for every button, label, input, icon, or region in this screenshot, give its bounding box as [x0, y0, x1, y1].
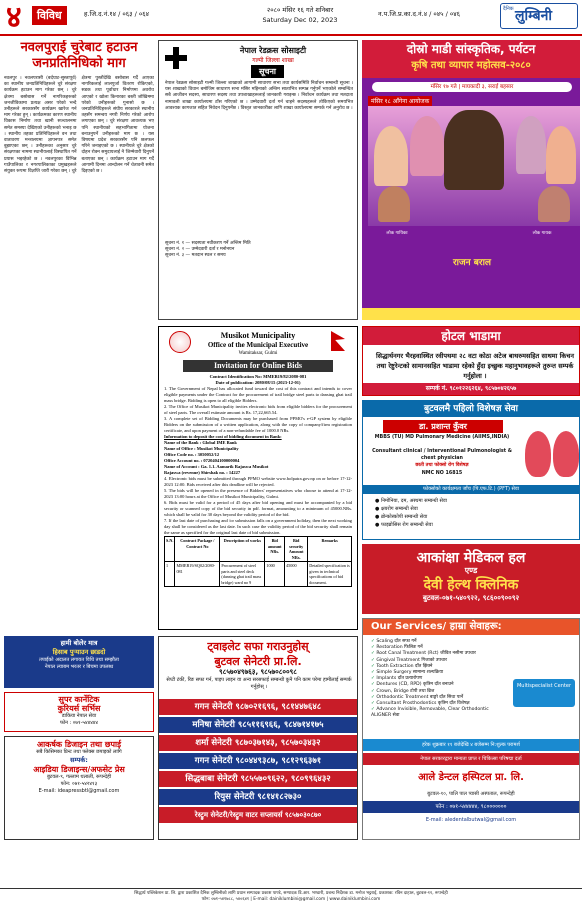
- sanitary-row: शर्मा सेनेटरी ९८७०३७१४३, ९८५७०३४३२: [159, 735, 357, 751]
- tender-office: Office of the Municipal Executive: [207, 341, 309, 349]
- table-header: S.N.: [165, 537, 175, 562]
- list-item: ✓ Crown, Bridge टोपी तथा ब्रिज: [371, 689, 501, 695]
- ad1-line4: नेपाल ल्याबम भरतर र बिचमा उपलब्ध: [44, 664, 114, 670]
- table-header: Bid security Amount NRs.: [285, 537, 308, 562]
- festival-dates: मंसिर १७ गते | माघकादी ३, सराई बहसार: [372, 82, 572, 92]
- hotel-title: होटल भाडामा: [363, 327, 579, 345]
- redcross-item-b: सूचना नं. २ — उम्मेदवारी दर्ता र मनोनयन: [165, 247, 235, 253]
- section-label: विविध: [32, 6, 67, 25]
- sanitary-title: ट्वाइलेट सफा गराउनुहोस्: [207, 640, 309, 653]
- sanitary-row: सिद्धबाबा सेनेटरी ९८५५७०९६२२, ९८०९९६४३२: [159, 771, 357, 787]
- dental-service-list: [371, 639, 501, 720]
- footer-line2: फोन: ०७१-५४१७८८, ५४०६४१ | E-mail: dainiklumbini@gmail.com | www.dainiklumbini.com: [201, 897, 381, 902]
- list-item: ✓ Restoration फिलिङ गर्ने: [371, 645, 501, 651]
- festival-organizer-label: मंसिर १८ आँगेना आयोजक: [368, 96, 432, 106]
- artist-photo: [538, 186, 570, 222]
- artist-name-2: लोक गायक: [532, 231, 552, 236]
- footer-line1: सिद्धार्थ पब्लिकेशन प्रा. लि. द्वारा प्रकाशित दैनिक लुम्बिनीको लागि प्रधान सम्पादक प्रकाश पाण्डे, सम्पादक डि.आर. भण्डारी, प्रबन्ध निर्देशक डा. मनोज भट्टराई, प्रकाशक: रविन दाहाल, बुटवल-११, रूपन्देही: [134, 891, 448, 896]
- left-article: [4, 40, 154, 530]
- ad3-line5: बुटवल-९, गल्लाम थलाली, रूपन्देही: [46, 774, 112, 780]
- dental-email: E-mail: aledentalbutwal@gmail.com: [363, 815, 579, 825]
- registration-right: न.प.जि.प्र.का.द.नं.४ / ०४५ / ०४६: [378, 10, 461, 18]
- table-cell: 45000: [285, 562, 308, 587]
- clinic-line1: आकांक्षा मेडिकल हल: [416, 550, 526, 566]
- redcross-branch: गल्मी जिल्ला शाखा: [252, 57, 294, 64]
- sanitary-row: गगन सेनेटरी ९८०४४९३८७, ९८१२९६३७१: [159, 753, 357, 769]
- table-header: Bid amount NRs.: [265, 537, 285, 562]
- table-cell: 1: [165, 562, 175, 587]
- tender-para-1: 1. The Government of Nepal has allocated fund toward the cost of this contract and intends to cover eligible payments under the Contract for the procurement of trail bridge steel parts to dansing ghat trail mass bridge. Bidding is open to all eligible Bidders.: [164, 386, 352, 403]
- tender-place: Wamitaksar, Gulmi: [238, 351, 278, 356]
- table-header: Remarks: [308, 537, 352, 562]
- table-cell: Detailed specification is given in technical specifications of bid document.: [309, 563, 350, 585]
- ad-block-1: [4, 636, 154, 688]
- ad3-line6: फोन: ०७१-५४२४१३: [60, 781, 98, 787]
- ad3-line2: सबै किसिमका प्रिन्ट तथा फ्लेक्स छपाइको लागि: [36, 749, 122, 755]
- red-cross-icon: [165, 47, 187, 69]
- artist-name-1: लोक गायिका: [386, 231, 408, 236]
- artist-photo: [410, 116, 444, 176]
- article-headline: नवलपुराई चुरेबाट हटाउन जनप्रतिनिधिको माग: [20, 40, 138, 71]
- article-body: नवलपुर । नवलपरासी (बर्दघाट-सुस्तापूर्व) का स्थानीय जनप्रतिनिधिहरूले चुरे संरक्षण कार्यक्रम हटाउन माग गरेका छन् । चुरे क्षेत्रमा बसोबास गर्ने नागरिकहरूको जनजीविकामा प्रत्यक्ष असर परेको भन्दै उनीहरूले सरकारसँग कार्यक्रम खारेज गर्न माग गरेका हुन् । कार्यक्रमका कारण स्थानीय विकास निर्माण तथा खानी सञ्चालनमा समेत समस्या देखिएको उनीहरूको भनाइ छ । स्थानीय तहका प्रतिनिधिहरूले वन तथा वातावरण मन्त्रालयमा ज्ञापनपत्र समेत बुझाएका छन् । उनीहरूका अनुसार चुरे संरक्षणका नाममा स्थानीयलाई विस्थापित गर्ने प्रयास भइरहेको छ । नवलपुरका विभिन्न गाउँपालिका र नगरपालिकाका प्रमुखहरूले संयुक्त रूपमा विज्ञप्ति जारी गरेका छन् । चुरे क्षेत्रमा पुस्तौंदेखि बसोबास गर्दै आएका नागरिकलाई लालपुर्जा वितरण रोकिएको, सडक तथा पूर्वाधार निर्माणमा अवरोध आएको र खोला किनारका बस्ती जोखिममा परेको उनीहरूको गुनासो छ । जनप्रतिनिधिहरूले संघीय सरकारले स्थानीय तहसँग समन्वय नगरी निर्णय गरेको आरोप लगाएका छन् । चुरे संरक्षण आवश्यक भए पनि स्थानीयको सहभागितामा योजना बनाउनुपर्ने उनीहरूको माग छ । यस विषयमा प्रदेश सरकारसँग पनि छलफल गरिने जनाइएको छ । स्थानीयले चुरे क्षेत्रको दोहन रोक्न समुदायलाई नै जिम्मेवारी दिनुपर्ने बताएका छन् । कार्यक्रम हटाउन माग गर्दै आगामी दिनमा आन्दोलन गर्ने चेतावनी समेत दिइएको छ ।: [4, 76, 154, 175]
- doctor-name: डा. प्रशान्त कुँवर: [383, 420, 503, 433]
- artist-name-3: राजन बराल: [452, 258, 492, 268]
- list-item: ✓ Orthodontic Treatment बाङ्गो दाँत सिधा पार्ने: [371, 695, 501, 701]
- tender-para-7: 7. If the last date of purchasing and /or submission falls on a government holiday, then the next working day shall be considered as the last date. In such case the validity period of the bid security shall remain the same as specified for the original last date of bid submission.: [164, 518, 352, 535]
- page-header: [0, 0, 582, 36]
- notice-label: सूचना: [251, 65, 284, 78]
- clinic-phone: बुटवल-०७१-५४०९२२, ९८६००९००९२: [422, 594, 520, 602]
- service-item: ● ब्रोन्कोस्कोपी सम्बन्धी सेवा: [375, 514, 428, 520]
- dental-services-heading: Our Services/ हाम्रा सेवाहरू:: [363, 619, 579, 635]
- dental-phone: फोन : ०७१-५४४४४४, ९८०००००००: [363, 801, 579, 813]
- nepal-emblem-icon: [169, 331, 191, 353]
- table-cell: MMEB19/SQ02/2080-081: [175, 562, 220, 587]
- registration-left: ह.जि.द.नं.१४ / ०६३ / ०६४: [84, 10, 149, 18]
- dental-bar-2: नेपाल सरकारद्वारा मान्यता प्राप्त र चिकित्सा परिषद्मा दर्ता: [363, 753, 579, 765]
- ad-block-3: [4, 736, 154, 840]
- festival-header: [362, 40, 580, 78]
- tender-notice: [158, 326, 358, 630]
- service-item: ● क्षयरोग सम्बन्धी सेवा: [375, 506, 418, 512]
- redcross-item-a: सूचना नं. १ — सदस्यता नवीकरण गर्ने अन्तिम मिति: [165, 241, 251, 246]
- redcross-notice: [158, 40, 358, 320]
- masthead-logo: [500, 3, 578, 29]
- artist-photo: [516, 116, 546, 174]
- clinic-ad: [362, 544, 580, 614]
- bank-heading: Information to deposit the cost of bidding document in Bank:: [164, 434, 282, 439]
- ad-block-2: [4, 692, 154, 732]
- hotel-body: सिद्धार्थनगर भैरहवास्थित रवीपथमा २८ वटा कोठा अटेज बाथरुमसहित साथमा किचन तथा रेष्टुरेन्टको सामानसहित भाडामा रहेको हुँदा इच्छुक महानुभावहरूले तुरुन्त सम्पर्क गर्नुहोला ।: [376, 352, 574, 380]
- hotel-rent-ad: [362, 326, 580, 396]
- featured-artist-photo: [444, 110, 504, 190]
- doctor-nmc: NMC NO 16815: [421, 471, 463, 476]
- ad3-line7: E-mail: ideapressbtl@gmail.com: [38, 788, 120, 794]
- table-header: Contract Package / Contract No: [175, 537, 220, 562]
- contract-id: Contract Identification No: MMEB19/82/2080-081: [209, 374, 307, 379]
- pft-bar: फोक्सोको कार्यक्षमता जाँच (पि.एफ.टि.) (PFT) सेवा: [363, 485, 579, 494]
- dental-clinic-name: आले डेन्टल हस्पिटल प्रा. लि.: [363, 769, 579, 787]
- bank-line: Office Code no. : 3050052/12: [164, 452, 220, 457]
- festival-ad: [362, 40, 580, 320]
- redcross-body: नेपाल रेडक्रस सोसाइटी गल्मी जिल्ला शाखाको आगामी साधारण सभा तथा कार्यसमिति निर्वाचन सम्बन्धी सूचना । यस शाखाको विधान बमोजिम साधारण सभा मंसिर महिनाको अन्तिम साताभित्र सम्पन्न गर्नुपर्ने भएकोले सम्बन्धित सबै आजीवन सदस्य, साधारण सदस्य तथा उपशाखाहरूलाई जानकारी गराइन्छ । निर्वाचन कार्यक्रम तथा मतदाता नामावली शाखा कार्यालयमा टाँस गरिएको छ । उम्मेदवारी दर्ता गर्न चाहने सदस्यहरूले तोकिएको समयभित्र आवश्यक कागजात सहित निवेदन दिनुपर्नेछ । विस्तृत जानकारीका लागि शाखा कार्यालयमा सम्पर्क गर्न अनुरोध छ ।: [165, 81, 353, 111]
- sanitary-row: रेस्ट्रुम सेनेटरी/रेस्ट्रुम वाटर सप्लायर्स ९८५७०३०८७०: [159, 807, 357, 823]
- table-cell: Procurement of steel parts and steel deck (dansing ghat trail mass bridge) ward no 9: [220, 562, 265, 587]
- redcross-org: नेपाल रेडक्रस सोसाइटी: [239, 46, 307, 55]
- dental-address: बुटवल-१०, पालि पाल प्यासी अस्पताल, रूपन्देही: [363, 789, 579, 799]
- ad3-line4: आइडिया डिजाइन्स/अफसेट प्रेस: [33, 765, 125, 774]
- list-item: ✓ Consultant Prosthodontics कृत्रिम दाँत विशेषज्ञ: [371, 701, 501, 707]
- list-item: ✓ Root Canal Treatment (Rct) जीवित नसीमा उपचार: [371, 651, 501, 657]
- tender-para-3: 3. A complete set of Bidding Documents may be purchased from PPMO's e-GP system by eligible Bidders on the submission of a written application, along with the copy of company/firm registration certificate, and upon payment of a non-refundable fee of 1000.0 NRs.: [164, 416, 352, 433]
- page-footer: [0, 888, 582, 910]
- ad2-line2: कुरियर्स सर्भिस: [57, 704, 101, 713]
- list-item: ✓ Simple Surgery सामान्य शल्यक्रिया: [371, 670, 501, 676]
- ad2-line4: फोन : ०७१-५४४४४४: [60, 720, 98, 726]
- bank-line: Name of the Bank : Global IME Bank: [164, 440, 237, 445]
- clinic-line3: देवी हेल्थ क्लिनिक: [423, 577, 519, 593]
- ad2-line1: सुपर कार्नेटिक: [58, 695, 100, 704]
- ad3-line1: आकर्षक डिजाइन तथा छपाई: [36, 740, 122, 749]
- logo-small-text: दैनिक: [503, 6, 514, 12]
- date-nepali: २०८० मंसिर १६ गते शनिबार: [266, 6, 334, 14]
- table-header-row: [165, 537, 352, 562]
- doctor-degree: MBBS (TU) MD Pulmonary Medicine (AIIMS,INDIA): [374, 435, 510, 440]
- ad3-line3: सम्पर्क:: [70, 756, 88, 764]
- multispecialist-badge: Multispecialist Center: [513, 679, 575, 707]
- tender-body: [159, 372, 357, 589]
- sanitary-ad: [158, 636, 358, 840]
- tender-table: [164, 536, 352, 587]
- sanitary-row: गगन सेनेटरी ९८७०२१६९६, ९८१४४७६४८: [159, 699, 357, 715]
- doctor-ad: [362, 400, 580, 540]
- list-item: ✓ Scaling दाँत सफा गर्ने: [371, 639, 501, 645]
- sanitary-desc: सेप्टी टंकी, रिङ सफा गर्न, पाइप लाइन वा अन्य सरसफाई सम्बन्धी कुनै पनि काम परेमा हामीलाई सम्पर्क गर्नुहोस् ।: [166, 677, 352, 690]
- tender-title: Invitation for Online Bids: [183, 360, 333, 372]
- festival-line1: दोस्रो माडी सांस्कृतिक, पर्यटन: [406, 42, 536, 56]
- tender-para-5: 5. The bids will be opened in the presence of Bidders' representatives who choose to attend at 17-12-2023 13:00 hours at the Office of Musikot Municipality, Gulmi.: [164, 488, 352, 499]
- tender-org: Musikot Municipality: [220, 331, 296, 340]
- artist-photo: [546, 126, 576, 184]
- logo-text: लुम्बिनी: [515, 8, 553, 24]
- page-number: ४: [6, 0, 22, 35]
- table-row: [165, 562, 352, 587]
- hotel-phone: सम्पर्क नं. ९८०१२२६२६४, ९८५७०४२६५७: [363, 383, 579, 395]
- ad1-line2: हिसाब पुऱ्याउन छाडदो: [52, 648, 106, 656]
- issue-date: [240, 5, 360, 25]
- list-item: ✓ Advance Invisible, Removable, Clear Orthodontic ALIGNER सेवा: [371, 707, 501, 719]
- bank-line: Rajaswa (revenue) Shirshak no. : 14227: [164, 470, 241, 475]
- date-english: Saturday Dec 02, 2023: [262, 16, 338, 24]
- list-item: ✓ Tooth Extraction दाँत झिक्ने: [371, 664, 501, 670]
- table-cell: 1000: [265, 562, 285, 587]
- list-item: ✓ Dentures (CD, RPD) कृत्रिम दाँत बनाउने: [371, 682, 501, 688]
- list-item: ✓ Gingival Treatment गिजाको उपचार: [371, 658, 501, 664]
- redcross-item-c: सूचना नं. ३ — मतदान स्थल र समय: [165, 253, 226, 259]
- artist-photo: [374, 126, 408, 186]
- doctor-specialty-np: छाती तथा फोक्सो रोग विशेषज्ञ: [415, 463, 469, 468]
- dental-bar-1: हरेक शुक्रबार ११ बजेदेखि ४ बजेसम्म नि:शुल्क परामर्श: [363, 739, 579, 751]
- dental-ad: [362, 618, 580, 840]
- ad2-line3: डाकिया नेपाल सेवा: [61, 713, 97, 719]
- sanitary-row: रियुस सेनेटरी ९८१४१८२७३०: [159, 789, 357, 805]
- service-item: ● फाइब्रोसिस रोग सम्बन्धी सेवा: [375, 522, 433, 528]
- service-item: ● निमोनिया, दम, अस्थमा सम्बन्धी सेवा: [375, 498, 447, 504]
- bank-line: Office Account no. : 0720404100000004: [164, 458, 240, 463]
- ad1-line3: तपाईंको अदालत लगायत विधि तथा सम्झौता: [39, 657, 119, 663]
- sanitary-company: बुटवल सेनेटरी प्रा.लि.: [214, 655, 302, 668]
- sanitary-row: मनिषा सेनेटरी ९८५११६९६६, ९८४७१४१७५: [159, 717, 357, 733]
- artist-photo: [378, 186, 410, 222]
- list-item: ✓ Implants दाँत प्रत्यारोपण: [371, 676, 501, 682]
- sanitary-phones: ९८५७०४९७६३, ९८५७०८००९८: [219, 668, 297, 676]
- tender-para-2: 2. The Office of Musikot Municipality invites electronic bids from eligible bidders for the procurement of steel parts. The overall estimate amount is Rs. 17,22,665.54.: [164, 404, 352, 415]
- clinic-line2: एण्ड: [464, 566, 478, 575]
- tender-para-4: 4. Electronic bids must be submitted through PPMO website www.bolpatra.gov.np on or before 17-12-2023 12:00. Bids received after this deadline will be rejected.: [164, 476, 352, 487]
- tender-para-6: 6. Bids must be valid for a period of 45 days after bid opening and must be accompanied by a bid security or scanned copy of the bid security in pdf. format, amounting to a minimum of 45000.NRs. which shall be valid for 30 days beyond the validity period of the bid.: [164, 500, 352, 517]
- festival-footer-band: [362, 308, 580, 320]
- bank-line: Name of Office : Musikot Municipality: [164, 446, 239, 451]
- lungs-icon: [521, 423, 580, 483]
- festival-line2: कृषि तथा व्यापार महोत्सव-२०८०: [411, 60, 531, 71]
- table-header: Description of works: [220, 537, 265, 562]
- redcross-list: [165, 241, 353, 260]
- ad1-line1: हामी बोलेर मात्र: [60, 639, 98, 647]
- publication-date: Date of publication: 2080/08/15 (2023-12-01): [215, 380, 301, 385]
- doctor-specialty: Consultant clinical / Interventional Pulmonologist & chest physician: [372, 449, 512, 461]
- bank-line: Name of Account : Ga. 1.1. Aamarik Rajaswa Musikot: [164, 464, 269, 469]
- doctor-header: बुटवलमै पहिलो विशेषज्ञ सेवा: [363, 401, 579, 417]
